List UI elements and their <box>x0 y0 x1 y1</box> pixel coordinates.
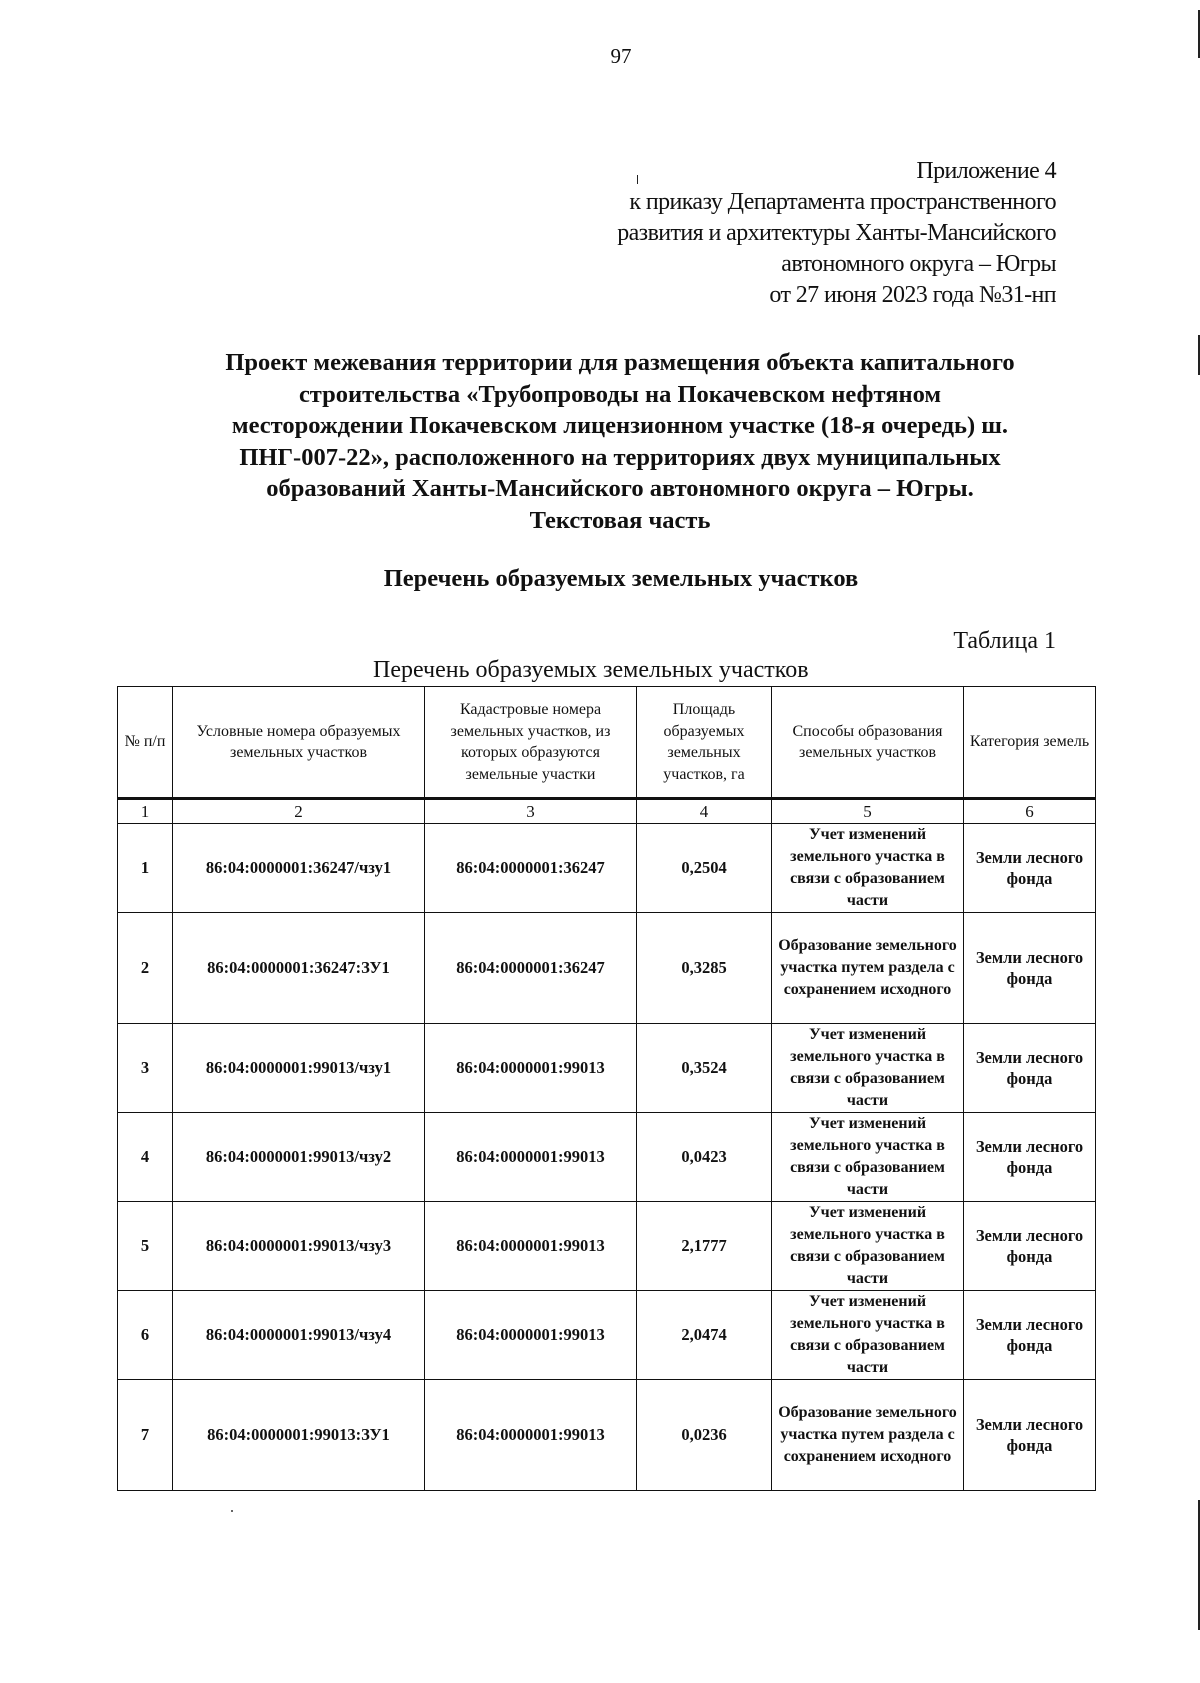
column-number-row <box>118 799 1096 824</box>
row-number: 2 <box>118 913 173 1024</box>
land-category: Земли лесного фонда <box>964 824 1096 913</box>
column-header: Площадь образуемых земельных участков, га <box>637 687 772 799</box>
row-number: 5 <box>118 1202 173 1291</box>
title-line: Текстовая часть <box>529 506 711 534</box>
page-number: 97 <box>610 44 632 68</box>
table-row <box>118 1113 1096 1202</box>
section-title: Перечень образуемых земельных участков <box>383 565 859 592</box>
table-row <box>118 1024 1096 1113</box>
conditional-number: 86:04:0000001:99013/чзу1 <box>173 1024 425 1113</box>
table-caption: Перечень образуемых земельных участков <box>373 657 809 683</box>
row-number: 1 <box>118 824 173 913</box>
column-number: 4 <box>637 799 772 824</box>
formation-method: Образование земельного участка путем раздела с сохранением исходного <box>772 1380 964 1491</box>
formation-method: Образование земельного участка путем раздела с сохранением исходного <box>772 913 964 1024</box>
column-number: 3 <box>425 799 637 824</box>
formation-method: Учет изменений земельного участка в связи с образованием части <box>772 1113 964 1202</box>
cadastral-number: 86:04:0000001:99013 <box>425 1291 637 1380</box>
parcels-table-wrapper <box>117 686 1096 1491</box>
table-number: Таблица 1 <box>953 628 1056 654</box>
conditional-number: 86:04:0000001:99013:ЗУ1 <box>173 1380 425 1491</box>
conditional-number: 86:04:0000001:99013/чзу3 <box>173 1202 425 1291</box>
table-row <box>118 1202 1096 1291</box>
land-category: Земли лесного фонда <box>964 1380 1096 1491</box>
title-line: ПНГ-007-22», расположенного на территориях двух муниципальных <box>239 443 1001 471</box>
annex-line: к приказу Департамента пространственного <box>629 189 1056 215</box>
title-line: строительства «Трубопроводы на Покачевском нефтяном <box>298 380 942 408</box>
cadastral-number: 86:04:0000001:99013 <box>425 1113 637 1202</box>
table-row <box>118 824 1096 913</box>
land-category: Земли лесного фонда <box>964 1113 1096 1202</box>
area: 0,0236 <box>637 1380 772 1491</box>
cadastral-number: 86:04:0000001:36247 <box>425 913 637 1024</box>
column-number: 6 <box>964 799 1096 824</box>
row-number: 3 <box>118 1024 173 1113</box>
formation-method: Учет изменений земельного участка в связи с образованием части <box>772 1202 964 1291</box>
title-line: образований Ханты-Мансийского автономного округа – Югры. <box>266 475 974 502</box>
table-row <box>118 913 1096 1024</box>
column-header: Категория земель <box>964 687 1096 799</box>
scan-speck <box>231 1510 233 1512</box>
column-number: 2 <box>173 799 425 824</box>
row-number: 6 <box>118 1291 173 1380</box>
cadastral-number: 86:04:0000001:36247 <box>425 824 637 913</box>
column-header: Кадастровые номера земельных участков, из которых образуются земельные участки <box>425 687 637 799</box>
column-number: 5 <box>772 799 964 824</box>
area: 2,0474 <box>637 1291 772 1380</box>
formation-method: Учет изменений земельного участка в связи с образованием части <box>772 824 964 913</box>
table-row <box>118 1380 1096 1491</box>
parcels-table <box>117 686 1096 1491</box>
land-category: Земли лесного фонда <box>964 913 1096 1024</box>
area: 0,0423 <box>637 1113 772 1202</box>
row-number: 7 <box>118 1380 173 1491</box>
document-title <box>170 347 1070 536</box>
area: 0,3285 <box>637 913 772 1024</box>
area: 0,3524 <box>637 1024 772 1113</box>
annex-block <box>617 156 1056 311</box>
column-header: № п/п <box>118 687 173 799</box>
land-category: Земли лесного фонда <box>964 1024 1096 1113</box>
row-number: 4 <box>118 1113 173 1202</box>
title-line: Проект межевания территории для размещения объекта капитального <box>225 349 1015 376</box>
annex-line: развития и архитектуры Ханты-Мансийского <box>617 220 1056 246</box>
area: 2,1777 <box>637 1202 772 1291</box>
annex-line: Приложение 4 <box>916 158 1056 184</box>
formation-method: Учет изменений земельного участка в связи с образованием части <box>772 1024 964 1113</box>
land-category: Земли лесного фонда <box>964 1202 1096 1291</box>
column-header: Способы образования земельных участков <box>772 687 964 799</box>
conditional-number: 86:04:0000001:36247/чзу1 <box>173 824 425 913</box>
conditional-number: 86:04:0000001:99013/чзу2 <box>173 1113 425 1202</box>
table-row <box>118 1291 1096 1380</box>
cadastral-number: 86:04:0000001:99013 <box>425 1202 637 1291</box>
table-header-row <box>118 687 1096 799</box>
cadastral-number: 86:04:0000001:99013 <box>425 1024 637 1113</box>
conditional-number: 86:04:0000001:36247:ЗУ1 <box>173 913 425 1024</box>
area: 0,2504 <box>637 824 772 913</box>
column-header: Условные номера образуемых земельных участков <box>173 687 425 799</box>
annex-line: от 27 июня 2023 года №31-нп <box>769 282 1056 308</box>
title-line: месторождении Покачевском лицензионном участке (18-я очередь) ш. <box>231 412 1009 439</box>
annex-line: автономного округа – Югры <box>781 251 1056 277</box>
land-category: Земли лесного фонда <box>964 1291 1096 1380</box>
formation-method: Учет изменений земельного участка в связи с образованием части <box>772 1291 964 1380</box>
conditional-number: 86:04:0000001:99013/чзу4 <box>173 1291 425 1380</box>
cadastral-number: 86:04:0000001:99013 <box>425 1380 637 1491</box>
column-number: 1 <box>118 799 173 824</box>
